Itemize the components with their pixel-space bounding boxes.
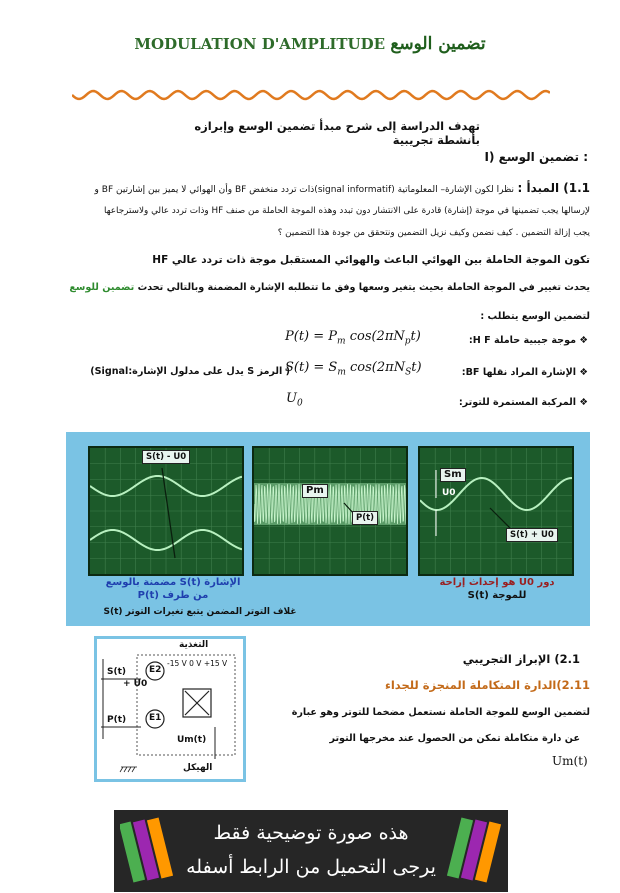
circuit-e2: E2 [149,665,162,675]
paragraph-modulation-main: يحدث تغيير في الموجة الحاملة بحيث يتغير وسعها وفق ما تتطلبه الإشارة المضمنة وبالتالي تحدث [137,282,590,293]
banner-line2: يرجى التحميل من الرابط أسفله [186,856,436,878]
caption-left: الإشارة S(t) مضمنة بالوسع من طرف P(t) [105,577,241,601]
item-carrier-label: ❖ موجة جيبية حاملة H F: [468,335,588,346]
scope-carrier [252,446,408,576]
scope-modulated-graph [90,448,242,574]
circuit-um-label: Um(t) [177,735,207,745]
scope3-label-s: S(t) + U0 [506,528,558,542]
scope3-label-u0: U0 [442,488,456,498]
principle-line3: يجب إزالة التضمين . كيف نضمن وكيف نزيل التضمين ونتحقق من جودة هذا التضمين ؟ [277,228,590,238]
principle-paragraph [60,181,590,197]
paragraph-modulation [60,281,590,295]
books-icon [120,814,178,888]
principle-label: 1.1) المبدأ : [517,181,590,195]
circuit-u0-label: + U0 [123,679,148,689]
circuit-bottom-label: الهيكل [183,763,213,773]
requirements-intro: لتضمين الوسع يتطلب : [480,311,590,322]
formula-offset: $U_0$ [286,391,303,409]
bullet-icon: ❖ [579,397,588,408]
section2-paragraph2: عن دارة متكاملة تمكن من الحصول عند مخرجها التوتر [329,733,580,744]
circuit-top-label: التغذية [179,640,209,650]
page-title [0,34,620,54]
circuit-s-label: S(t) [107,667,127,677]
scope1-label: S(t) - U0 [142,450,190,464]
scope3-label-sm: Sm [440,468,466,482]
bullet-icon: ❖ [579,335,588,346]
title-fr: MODULATION D'AMPLITUDE [134,35,386,53]
bullet-icon: ❖ [579,367,588,378]
item-signal-label: ❖ الإشارة المراد نقلها BF: [461,367,588,378]
circuit-supply: -15 V 0 V +15 V [167,659,228,668]
formula-carrier: $P(t) = P_m$ $\cos(2\pi N_pt)$ [285,329,421,347]
signal-note: ( الرمز S يدل على مدلول الإشارة:Signal) [90,366,290,377]
scope-shifted-graph [420,448,572,574]
scope2-label-p: P(t) [352,511,378,525]
wave-divider [72,88,550,102]
scope-carrier-graph [254,448,406,574]
section2-heading: 2.1) الإبراز التجريبي [462,652,580,666]
books-icon [444,814,502,888]
caption-right: دور U0 هو إحداث إزاحة للموجة S(t) [439,577,555,601]
principle-line2: لإرسالها يجب تضمينها في موجة (إشارة) قادرة على الانتشار دون تبدد وهذه الموجة الحاملة من صنف HF وذات تردد عالي ولاسترجاعها [104,206,590,216]
principle-line1: نظرا لكون الإشارة– المعلوماتية (signal informatif)ذات تردد منخفض BF وأن الهوائي لا يميز بين إشارتين BF و [94,185,514,195]
section1-heading: I) تضمين الوسع : [484,150,588,164]
item-offset-label: ❖ المركبة المستمرة للتوتر: [458,397,588,408]
paragraph-modulation-green: تضمين للوسع [69,282,135,293]
section2-paragraph1: لتضمين الوسع للموجة الحاملة نستعمل مضخما للتوتر وهو عبارة [291,707,590,718]
section2-subheading: 2.11)الدارة المتكاملة المنجزة للجداء [384,678,590,692]
circuit-e1: E1 [149,713,162,723]
scope2-label-pm: Pm [302,484,328,498]
envelope-note: غلاف التوتر المضمن يتبع تغيرات التوتر S(t) [103,607,297,617]
section2-um: Um(t) [552,754,588,768]
circuit-diagram [94,636,246,782]
download-banner[interactable] [114,810,508,892]
intro-text: تهدف الدراسة إلى شرح مبدأ تضمين الوسع وإبرازه بأنشطة تجريبية [194,119,480,147]
formula-signal: $S(t) = S_m$ $\cos(2\pi N_St)$ [285,360,422,378]
banner-line1: هذه صورة توضيحية فقط [213,822,409,844]
scope-shifted [418,446,574,576]
circuit-p-label: P(t) [107,715,127,725]
paragraph-carrier: تكون الموجة الحاملة بين الهوائي الباعث والهوائي المستقبل موجة ذات تردد عالي HF [152,254,590,266]
scope-modulated [88,446,244,576]
title-ar: تضمين الوسع [390,34,486,54]
